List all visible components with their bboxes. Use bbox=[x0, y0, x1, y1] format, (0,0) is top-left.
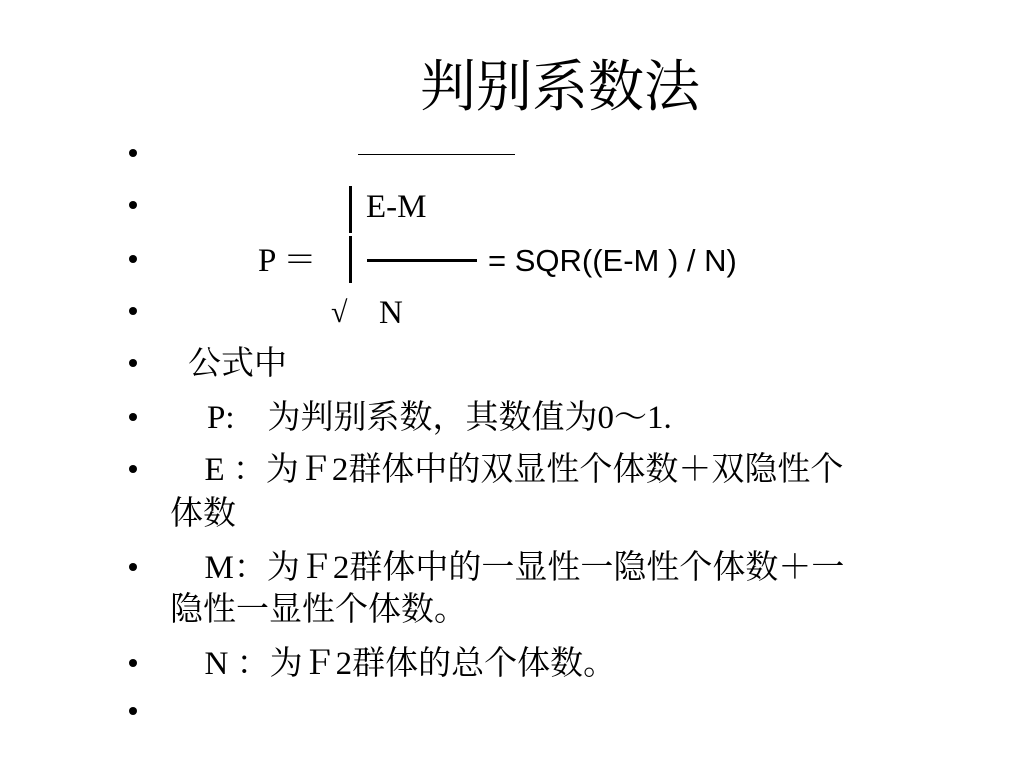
bullet-4 bbox=[127, 305, 141, 319]
bullet-7 bbox=[127, 463, 141, 477]
bullet-5 bbox=[127, 357, 141, 371]
formula-denominator: N bbox=[379, 295, 403, 331]
definition-m-line1: M：为Ｆ2群体中的一显性一隐性个体数＋一 bbox=[188, 550, 845, 586]
formula-numerator: E-M bbox=[366, 189, 427, 225]
radical-overline bbox=[358, 154, 515, 155]
bullet-10 bbox=[127, 705, 141, 719]
formula-lhs: P ＝ bbox=[258, 243, 317, 279]
bullet-2 bbox=[127, 199, 141, 213]
slide-title: 判别系数法 bbox=[420, 57, 700, 119]
formula-intro: 公式中 bbox=[188, 346, 287, 382]
bullet-8 bbox=[127, 561, 141, 575]
definition-p: P: 为判别系数，其数值为0～1. bbox=[207, 400, 672, 436]
fraction-bar bbox=[367, 259, 477, 262]
formula-rhs: = SQR((E-M ) / N) bbox=[488, 243, 737, 278]
bullet-6 bbox=[127, 411, 141, 425]
definition-e-line2: 体数 bbox=[170, 496, 236, 532]
bullet-3 bbox=[127, 253, 141, 267]
bullet-1 bbox=[127, 147, 141, 161]
bullet-9 bbox=[127, 657, 141, 671]
definition-m-line2: 隐性一显性个体数。 bbox=[170, 592, 467, 628]
definition-n: N ：为Ｆ2群体的总个体数。 bbox=[188, 646, 617, 682]
definition-e-line1: E ：为Ｆ2群体中的双显性个体数＋双隐性个 bbox=[188, 452, 844, 488]
radical-lower-bar bbox=[349, 236, 352, 283]
radical-left-bar bbox=[349, 186, 352, 233]
radical-symbol: √ bbox=[331, 296, 348, 329]
